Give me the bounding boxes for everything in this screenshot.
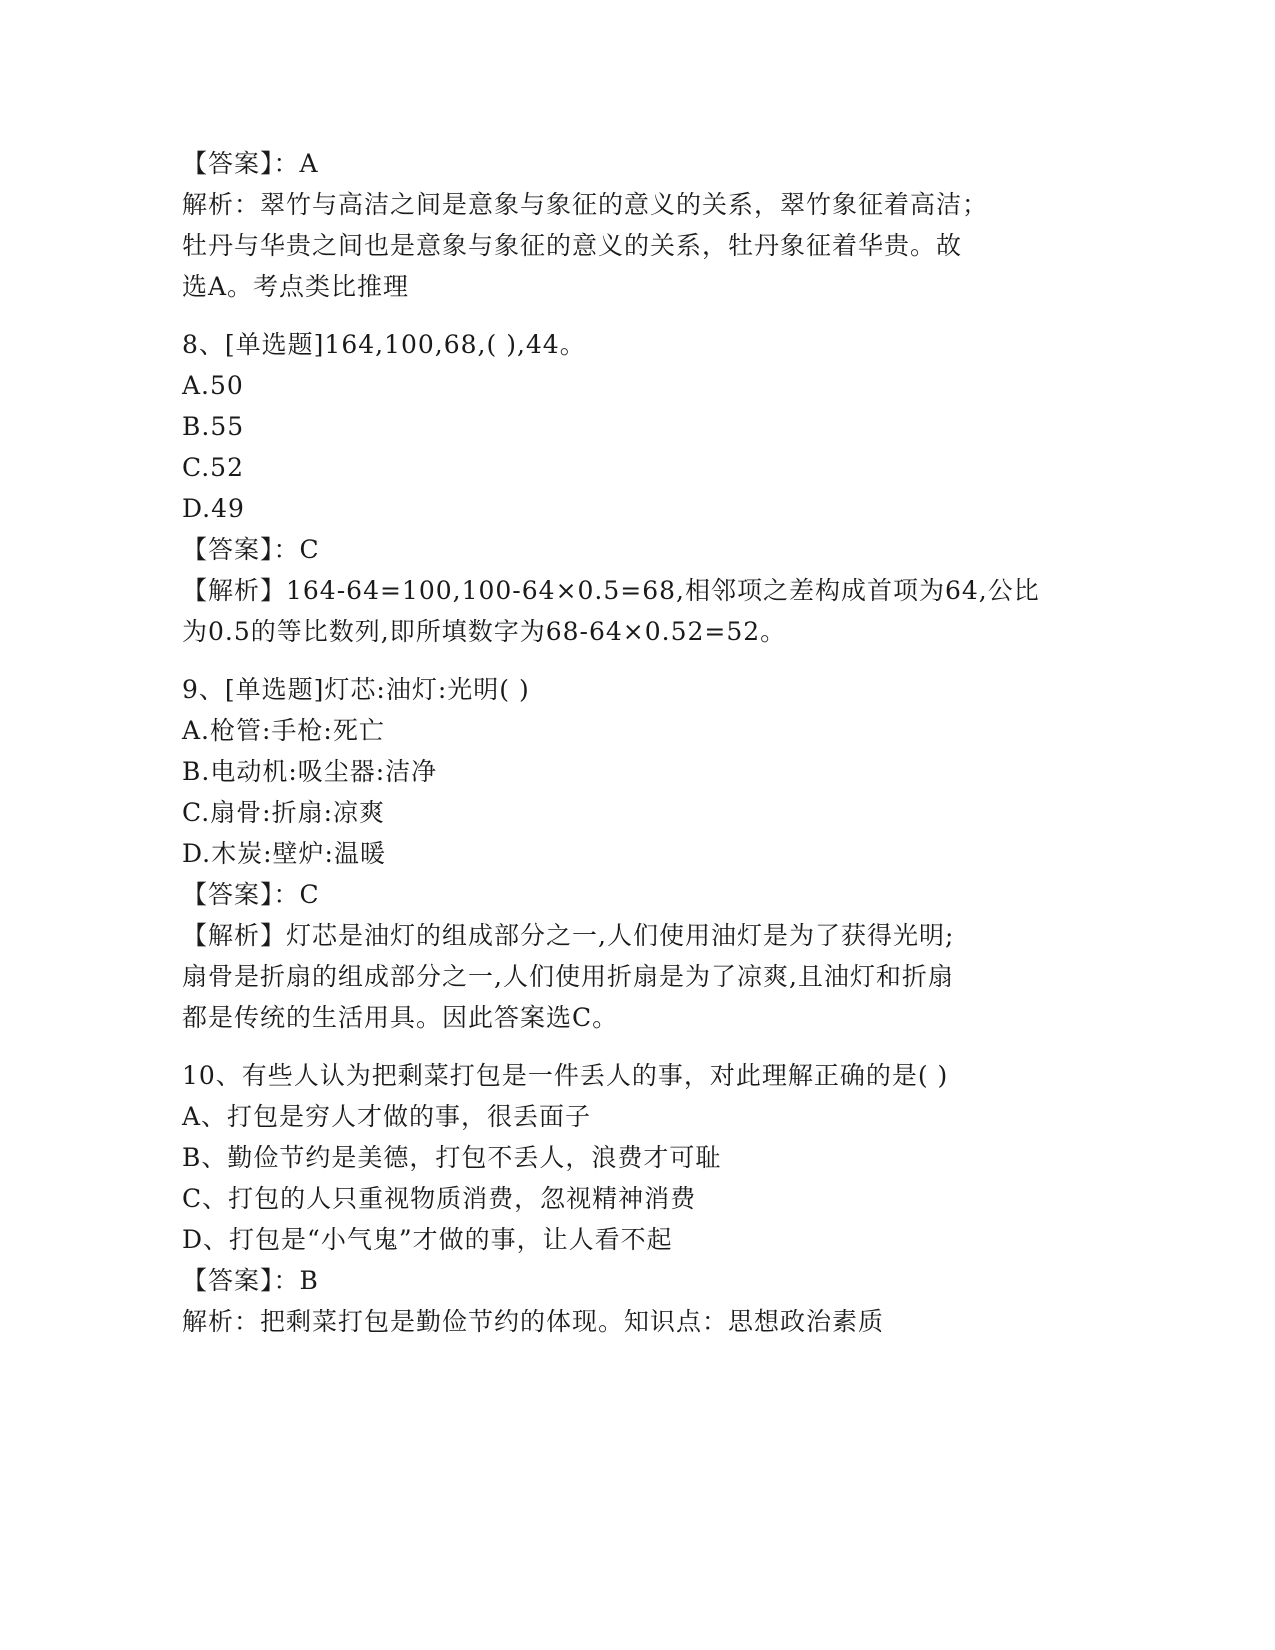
analysis-line: 扇骨是折扇的组成部分之一,人们使用折扇是为了凉爽,且油灯和折扇 xyxy=(182,962,954,991)
question-stem: 8、[单选题]164,100,68,( ),44。 xyxy=(182,330,586,359)
analysis-line: 牡丹与华贵之间也是意象与象征的意义的关系，牡丹象征着华贵。故 xyxy=(182,231,963,260)
option-b: B、勤俭节约是美德，打包不丢人，浪费才可耻 xyxy=(182,1143,722,1172)
option-d: D.49 xyxy=(182,494,245,523)
analysis-line: 解析：把剩菜打包是勤俭节约的体现。知识点：思想政治素质 xyxy=(182,1307,885,1336)
answer-line: 【答案】：C xyxy=(182,880,320,909)
question-stem: 9、[单选题]灯芯:油灯:光明( ) xyxy=(182,675,530,704)
analysis-line: 【解析】164-64=100,100-64×0.5=68,相邻项之差构成首项为64,公比 xyxy=(182,576,1040,605)
question-8 xyxy=(182,324,1062,652)
question-9 xyxy=(182,669,1062,1038)
analysis-line: 都是传统的生活用具。因此答案选C。 xyxy=(182,1003,619,1032)
answer-line: 【答案】：B xyxy=(182,1266,319,1295)
option-d: D.木炭:壁炉:温暖 xyxy=(182,839,386,868)
answer-line: 【答案】：C xyxy=(182,535,320,564)
option-c: C.扇骨:折扇:凉爽 xyxy=(182,798,386,827)
option-c: C、打包的人只重视物质消费，忽视精神消费 xyxy=(182,1184,697,1213)
option-a: A.50 xyxy=(182,371,244,400)
answer-line: 【答案】：A xyxy=(182,149,319,178)
question-7-tail xyxy=(182,143,1062,307)
question-10 xyxy=(182,1055,1062,1342)
analysis-line: 选A。考点类比推理 xyxy=(182,272,410,301)
option-b: B.55 xyxy=(182,412,245,441)
question-stem: 10、有些人认为把剩菜打包是一件丢人的事，对此理解正确的是( ) xyxy=(182,1061,949,1090)
analysis-line: 【解析】灯芯是油灯的组成部分之一,人们使用油灯是为了获得光明; xyxy=(182,921,955,950)
option-c: C.52 xyxy=(182,453,244,482)
option-b: B.电动机:吸尘器:洁净 xyxy=(182,757,438,786)
analysis-line: 解析：翠竹与高洁之间是意象与象征的意义的关系，翠竹象征着高洁； xyxy=(182,190,989,219)
document-page xyxy=(182,143,1062,1342)
option-d: D、打包是“小气鬼”才做的事，让人看不起 xyxy=(182,1225,673,1254)
option-a: A.枪管:手枪:死亡 xyxy=(182,716,385,745)
analysis-line: 为0.5的等比数列,即所填数字为68-64×0.52=52。 xyxy=(182,617,787,646)
option-a: A、打包是穷人才做的事，很丢面子 xyxy=(182,1102,592,1131)
